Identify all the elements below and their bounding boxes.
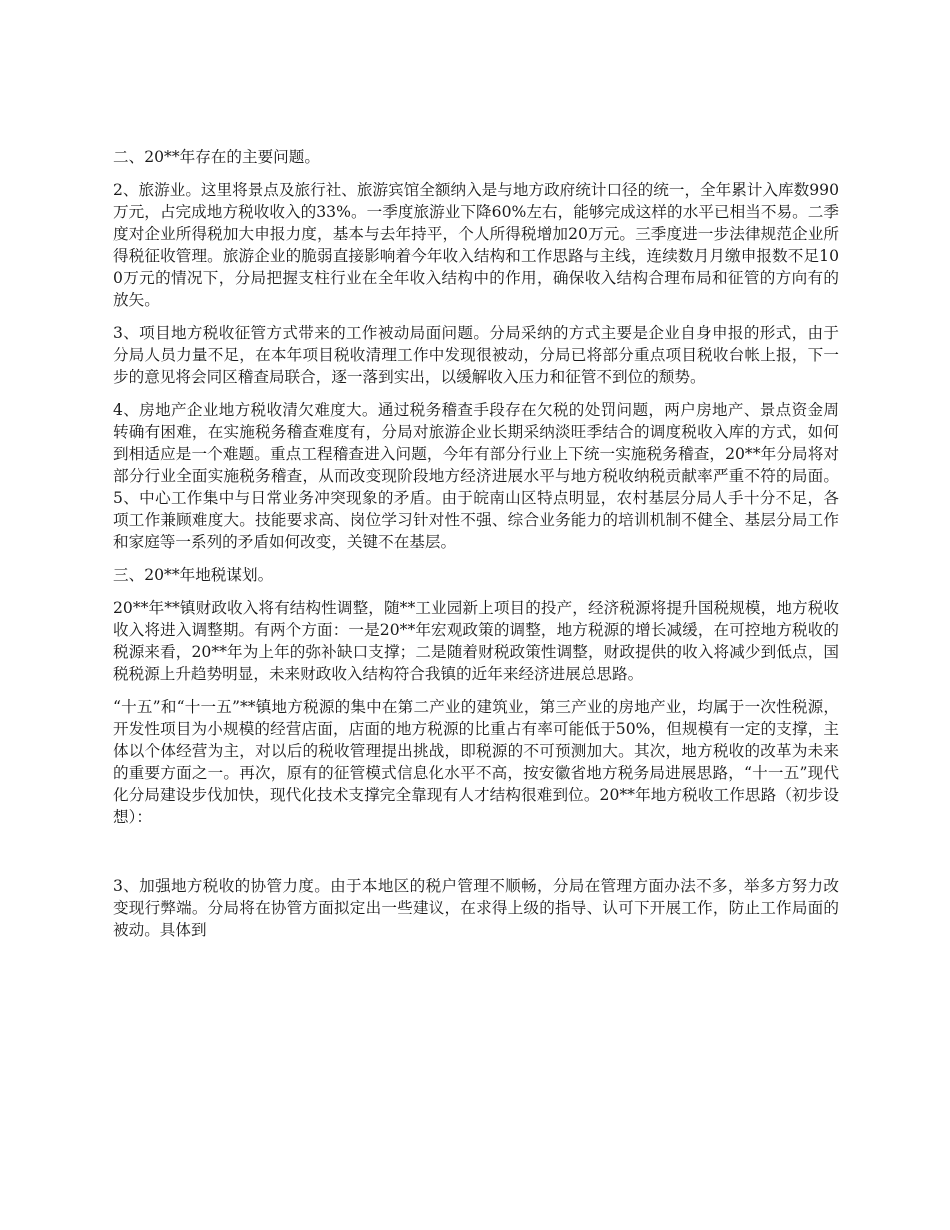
paragraph-plan: 20**年**镇财政收入将有结构性调整，随**工业园新上项目的投产，经济税源将提升国税规模，地方税收收入将进入调整期。有两个方面：一是20**年宏观政策的调整，地方税源的增长减缓，在可控地方税收的税源来看，20**年为上年的弥补缺口支撑；二是随着财税政策性调整，财政提供的收入将减少到低点，国税税源上升趋势明显，未来财政收入结构符合我镇的近年来经济进展总思路。 [113,599,839,683]
paragraph-tourism: 2、旅游业。这里将景点及旅行社、旅游宾馆全额纳入是与地方政府统计口径的统一，全年累计入库数990万元，占完成地方税收收入的33%。一季度旅游业下降60%左右，能够完成这样的水平已相当不易。二季度对企业所得税加大申报力度，基本与去年持平，个人所得税增加20万元。三季度进一步法律规范企业所得税征收管理。旅游企业的脆弱直接影响着今年收入结构和工作思路与主线，连续数月月缴申报数不足100万元的情况下，分局把握支柱行业在全年收入结构中的作用，确保收入结构合理布局和征管的方向有的放矢。 [113,181,839,309]
blank-gap [113,839,839,875]
paragraph-project-tax: 3、项目地方税收征管方式带来的工作被动局面问题。分局采纳的方式主要是企业自身申报的形式，由于分局人员力量不足，在本年项目税收清理工作中发现很被动，分局已将部分重点项目税收台帐上报，下一步的意见将会同区稽查局联合，逐一落到实出，以缓解收入压力和征管不到位的颓势。 [113,324,839,386]
section-3-heading: 三、20**年地税谋划。 [113,566,274,584]
section-2-heading: 二、20**年存在的主要问题。 [113,148,320,166]
document-body [113,146,839,952]
paragraph-five-year: “十五”和“十一五”**镇地方税源的集中在第二产业的建筑业，第三产业的房地产业，均属于一次性税源，开发性项目为小规模的经营店面，店面的地方税源的比重占有率可能低于50%，但规模有一定的支撑，主体以个体经营为主，对以后的税收管理提出挑战，即税源的不可预测加大。其次，地方税收的改革为未来的重要方面之一。再次，原有的征管模式信息化水平不高，按安徽省地方税务局进展思路，“十一五”现代化分局建设步伐加快，现代化技术支撑完全靠现有人才结构很难到位。20**年地方税收工作思路（初步设想）： [113,698,839,826]
paragraph-coordination: 3、加强地方税收的协管力度。由于本地区的税户管理不顺畅，分局在管理方面办法不多，举多方努力改变现行弊端。分局将在协管方面拟定出一些建议，在求得上级的指导、认可下开展工作，防止工作局面的被动。具体到 [113,877,839,939]
paragraph-real-estate: 4、房地产企业地方税收清欠难度大。通过税务稽查手段存在欠税的处罚问题，两户房地产、景点资金周转确有困难，在实施税务稽查难度有，分局对旅游企业长期采纳淡旺季结合的调度税收入库的方式，如何到相适应是一个难题。重点工程稽查进入问题，今年有部分行业上下统一实施税务稽查，20**年分局将对部分行业全面实施税务稽查，从而改变现阶段地方经济进展水平与地方税收纳税贡献率严重不符的局面。5、中心工作集中与日常业务冲突现象的矛盾。由于皖南山区特点明显，农村基层分局人手十分不足，各项工作兼顾难度大。技能要求高、岗位学习针对性不强、综合业务能力的培训机制不健全、基层分局工作和家庭等一系列的矛盾如何改变，关键不在基层。 [113,401,839,551]
